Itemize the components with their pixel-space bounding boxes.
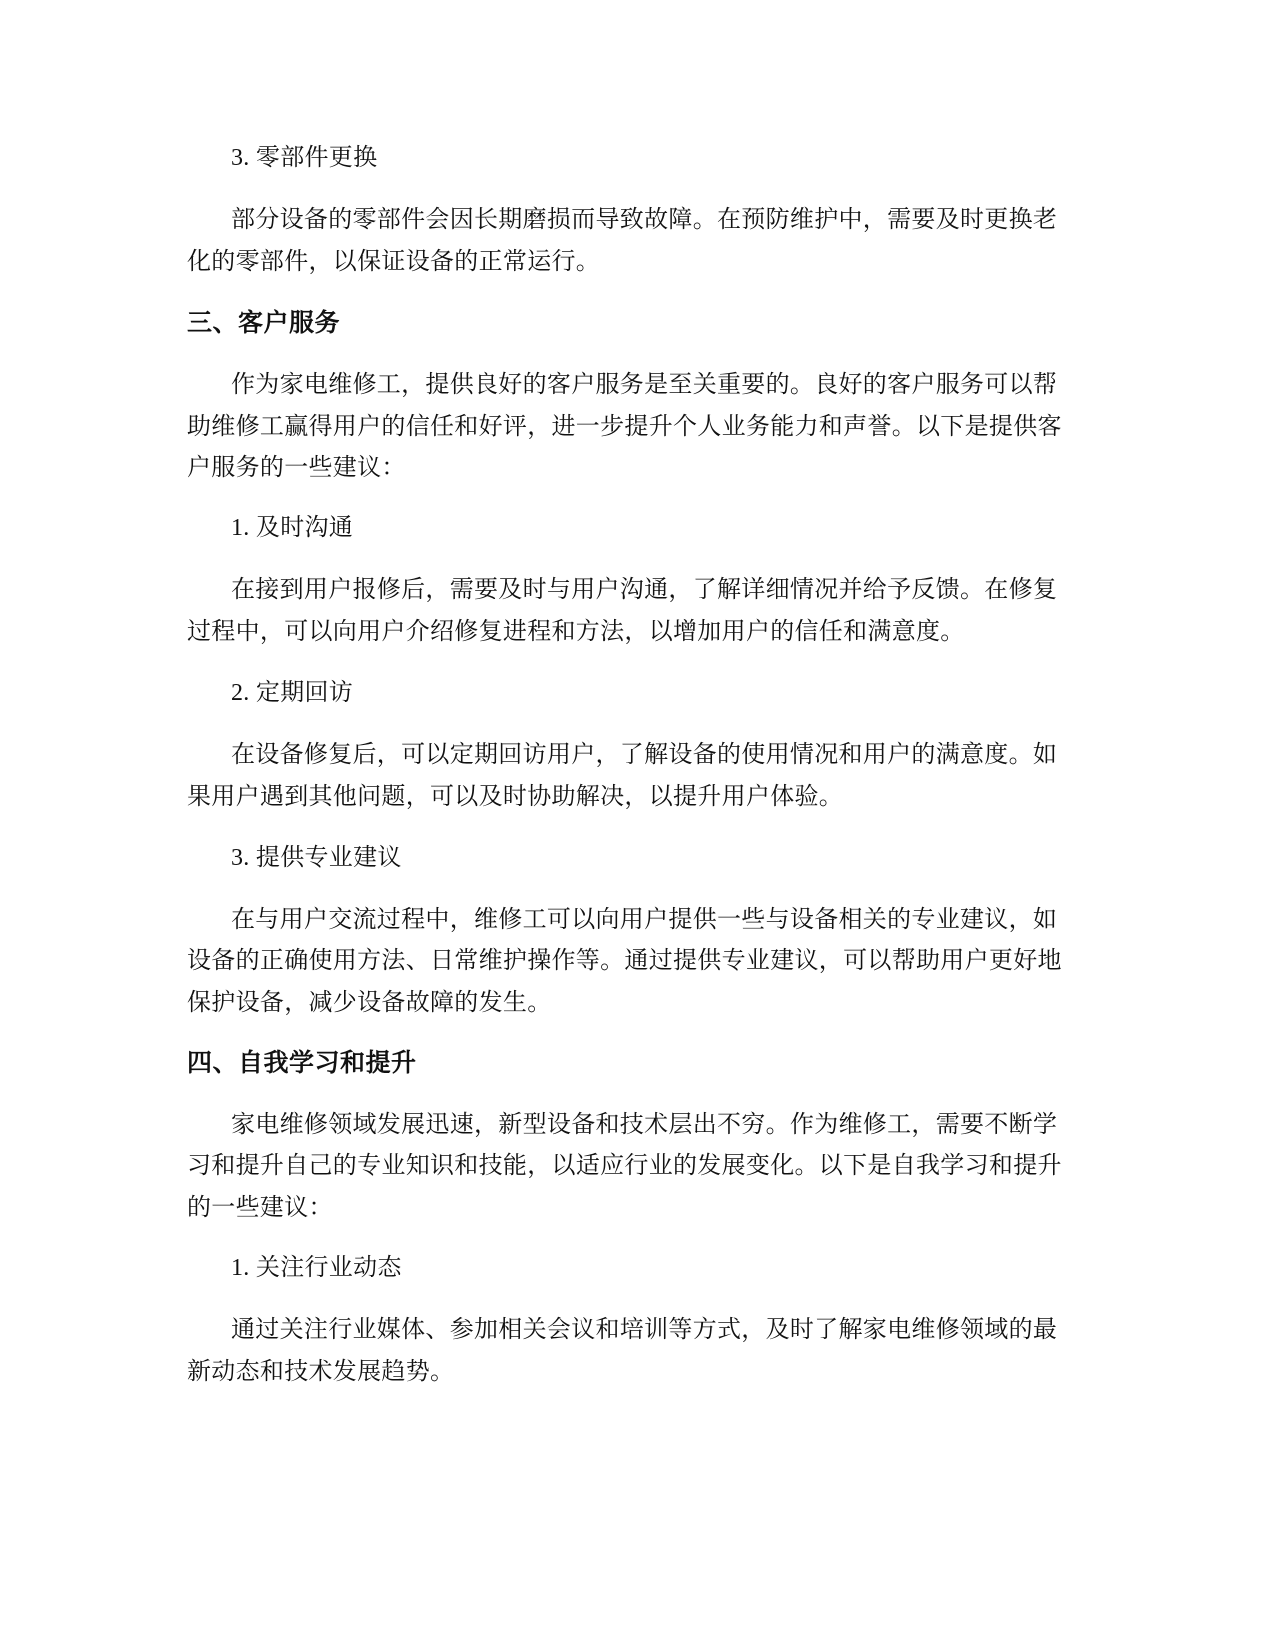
paragraph-line: 习和提升自己的专业知识和技能，以适应行业的发展变化。以下是自我学习和提升 — [187, 1153, 1062, 1179]
paragraph-line: 部分设备的零部件会因长期磨损而导致故障。在预防维护中，需要及时更换老 — [231, 207, 1058, 233]
paragraph-line: 在与用户交流过程中，维修工可以向用户提供一些与设备相关的专业建议，如 — [231, 907, 1058, 933]
paragraph-line: 通过关注行业媒体、参加相关会议和培训等方式，及时了解家电维修领域的最 — [231, 1317, 1058, 1343]
paragraph-line: 在设备修复后，可以定期回访用户，了解设备的使用情况和用户的满意度。如 — [231, 742, 1058, 768]
list-item-heading: 3. 提供专业建议 — [231, 845, 402, 871]
paragraph-line: 在接到用户报修后，需要及时与用户沟通，了解详细情况并给予反馈。在修复 — [231, 577, 1058, 603]
paragraph-line: 设备的正确使用方法、日常维护操作等。通过提供专业建议，可以帮助用户更好地 — [187, 948, 1062, 974]
list-item-heading: 2. 定期回访 — [231, 680, 354, 706]
paragraph-line: 家电维修领域发展迅速，新型设备和技术层出不穷。作为维修工，需要不断学 — [231, 1112, 1058, 1138]
paragraph-line: 户服务的一些建议： — [187, 455, 406, 481]
section-heading: 四、自我学习和提升 — [187, 1049, 417, 1077]
paragraph-line: 的一些建议： — [187, 1195, 333, 1221]
paragraph-line: 作为家电维修工，提供良好的客户服务是至关重要的。良好的客户服务可以帮 — [231, 372, 1058, 398]
paragraph-line: 新动态和技术发展趋势。 — [187, 1359, 455, 1385]
paragraph-line: 保护设备，减少设备故障的发生。 — [187, 990, 552, 1016]
paragraph-line: 果用户遇到其他问题，可以及时协助解决，以提升用户体验。 — [187, 784, 844, 810]
paragraph-line: 化的零部件，以保证设备的正常运行。 — [187, 249, 601, 275]
paragraph-line: 助维修工赢得用户的信任和好评，进一步提升个人业务能力和声誉。以下是提供客 — [187, 414, 1062, 440]
paragraph-line: 过程中，可以向用户介绍修复进程和方法，以增加用户的信任和满意度。 — [187, 619, 965, 645]
list-item-heading: 1. 关注行业动态 — [231, 1255, 402, 1281]
list-item-heading: 1. 及时沟通 — [231, 515, 354, 541]
section-heading: 三、客户服务 — [187, 309, 341, 337]
list-item-heading: 3. 零部件更换 — [231, 145, 378, 171]
